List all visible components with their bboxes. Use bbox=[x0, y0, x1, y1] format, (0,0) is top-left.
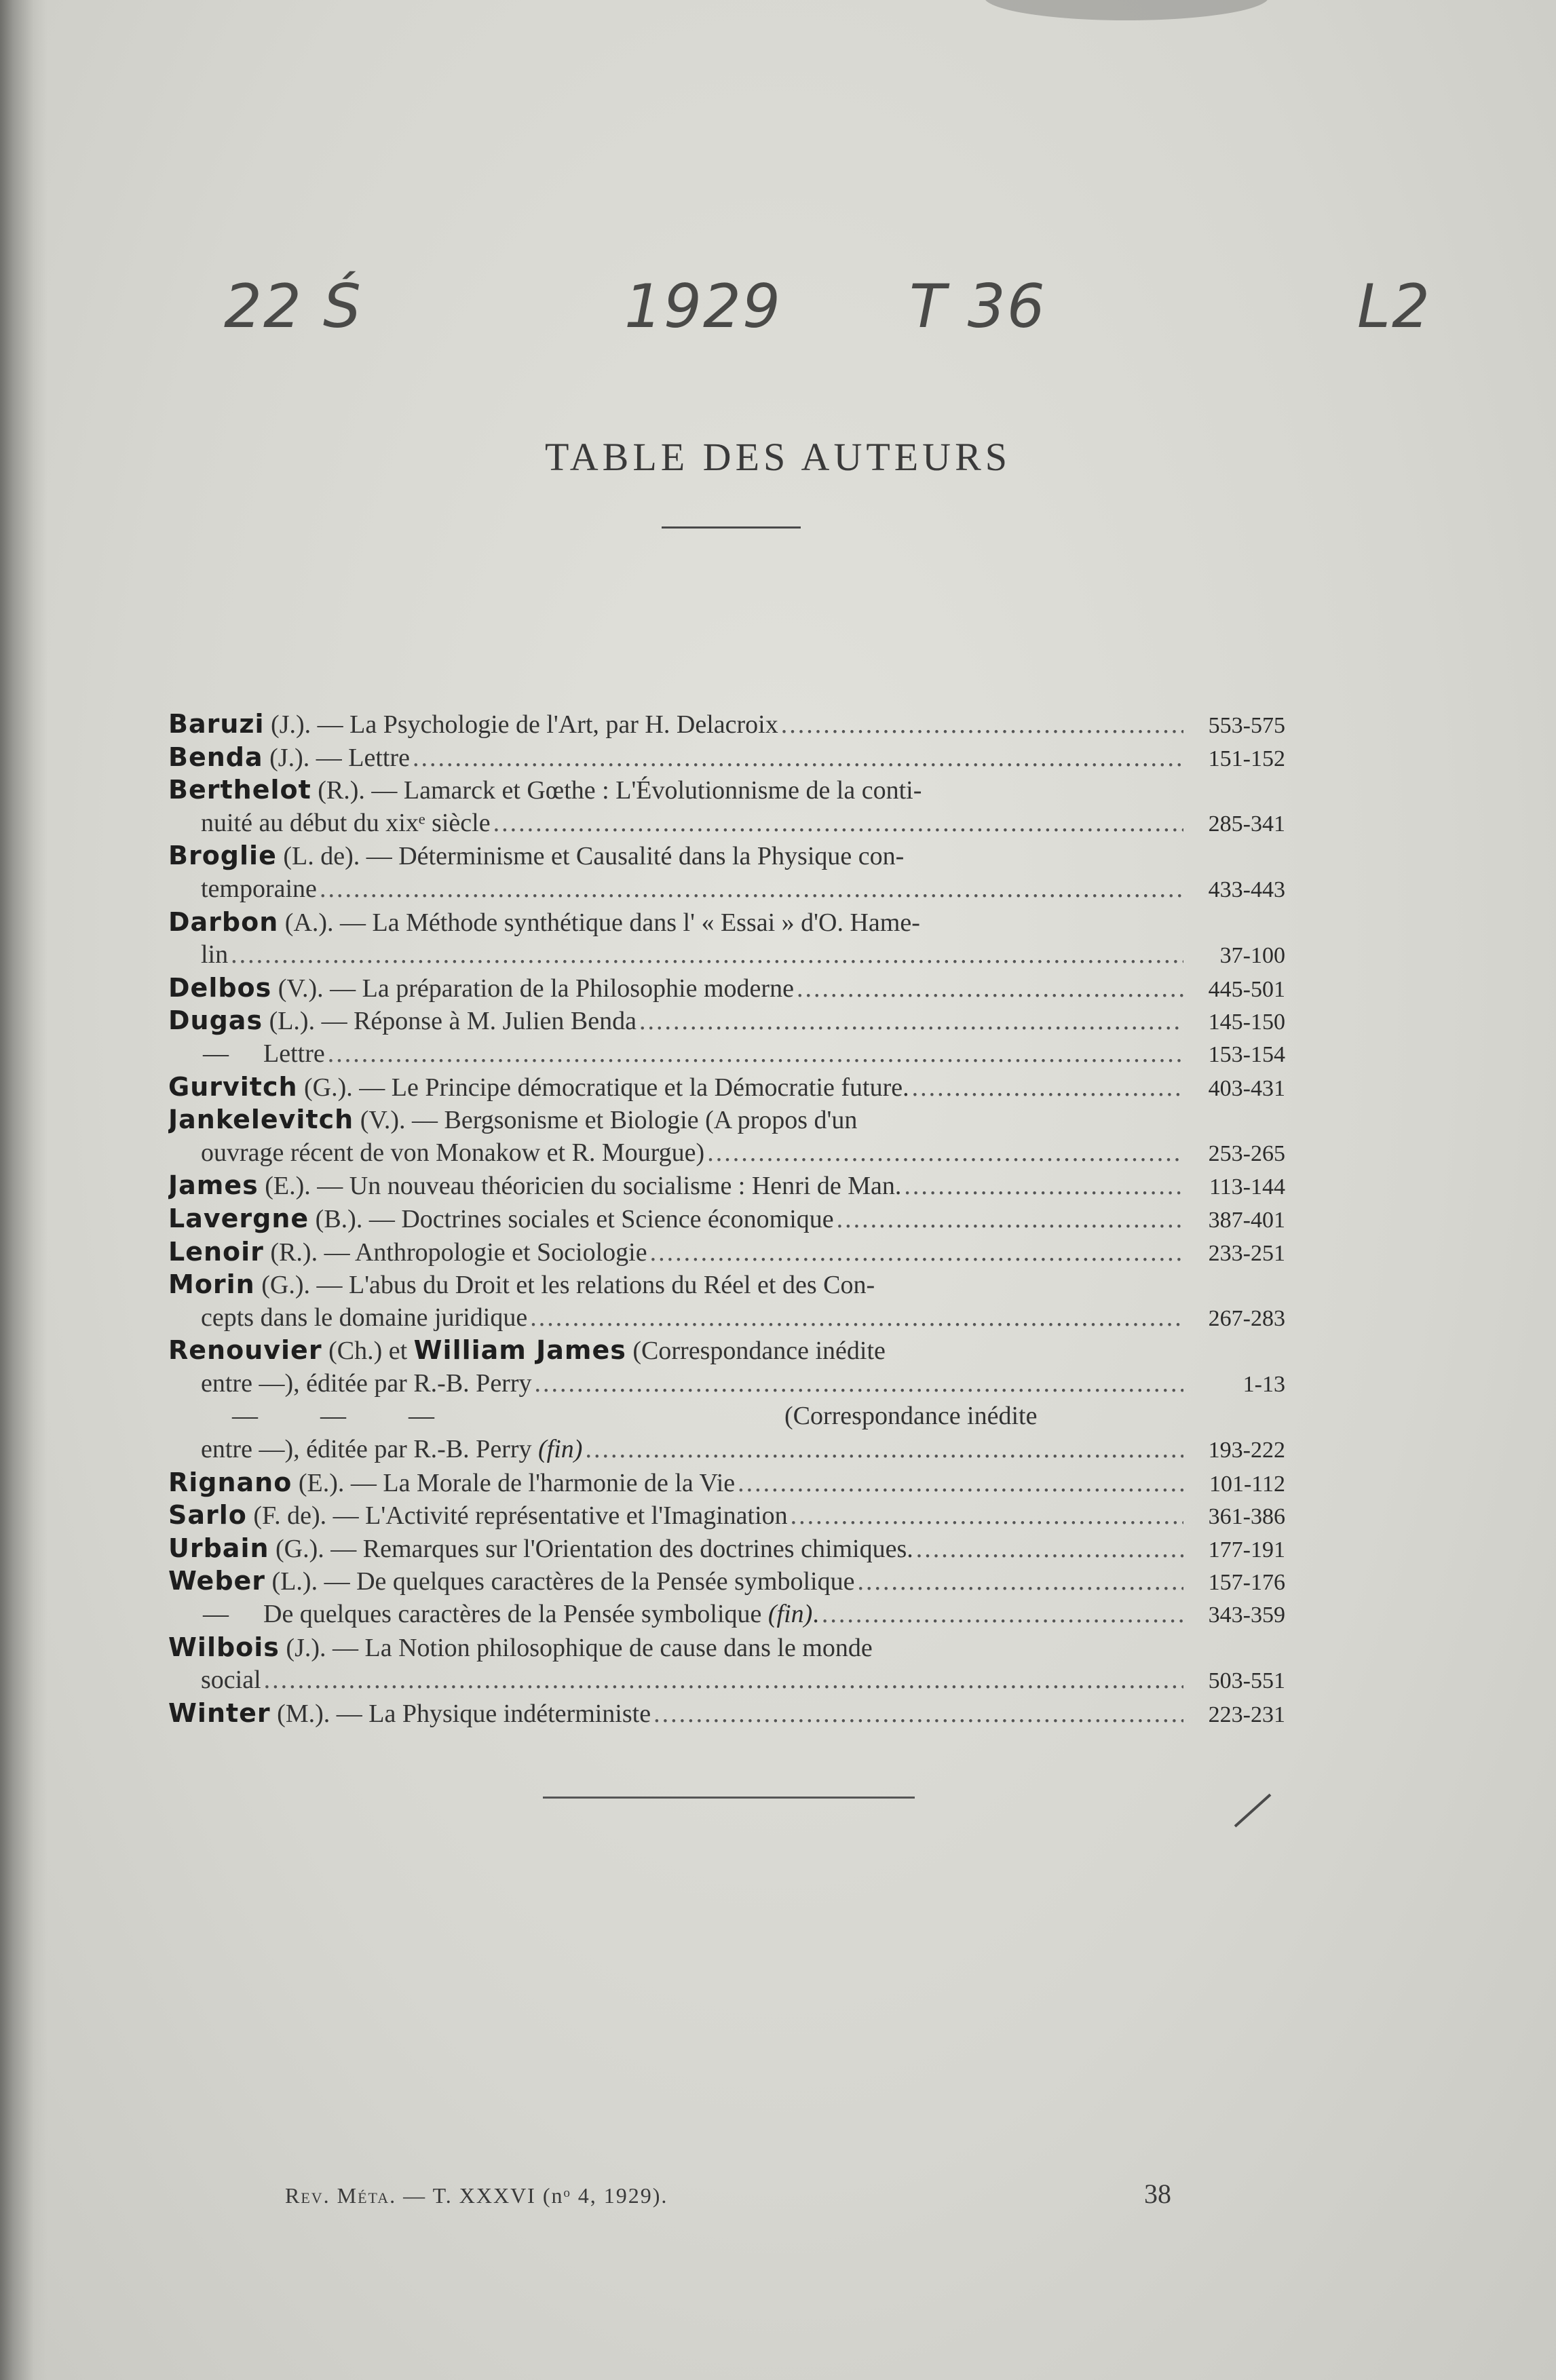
author-name: Gurvitch bbox=[168, 1071, 298, 1102]
toc-line bbox=[168, 1202, 1285, 1235]
toc-line-text bbox=[201, 1433, 585, 1466]
ditto-mark: — bbox=[203, 1600, 229, 1629]
page-range: 37-100 bbox=[1219, 943, 1285, 969]
entry-title: (L.). — Réponse à M. Julien Benda bbox=[263, 1007, 637, 1036]
toc-line bbox=[168, 872, 1285, 906]
toc-line-text bbox=[168, 972, 797, 1005]
author-name: Renouvier bbox=[168, 1335, 322, 1366]
page-range: 151-152 bbox=[1208, 746, 1285, 771]
author-name: Wilbois bbox=[168, 1632, 280, 1662]
entry-title-continued: (Correspondance inédite bbox=[626, 1337, 886, 1366]
page-range: 153-154 bbox=[1208, 1041, 1285, 1067]
entry-continuation: entre —), éditée par R.-B. Perry bbox=[201, 1435, 538, 1464]
toc-line-text bbox=[168, 741, 413, 774]
page-range: 101-112 bbox=[1209, 1471, 1285, 1497]
dot-leader bbox=[535, 1367, 1184, 1400]
handwritten-volume: T 36 bbox=[909, 271, 1046, 341]
entry-continuation: entre —), éditée par R.-B. Perry bbox=[201, 1368, 532, 1398]
toc-line bbox=[168, 1532, 1285, 1565]
entry-continuation: ouvrage récent de von Monakow et R. Mourgue) bbox=[201, 1138, 705, 1167]
dot-leader bbox=[707, 1136, 1183, 1170]
toc-line bbox=[168, 773, 1285, 807]
toc-line bbox=[168, 839, 1285, 872]
scan-smudge bbox=[984, 0, 1269, 20]
entry-continuation: lin bbox=[201, 940, 229, 970]
dot-leader bbox=[916, 1533, 1183, 1565]
toc-line bbox=[168, 1037, 1285, 1071]
entry-period: . bbox=[812, 1600, 819, 1629]
dot-leader bbox=[904, 1170, 1183, 1202]
entry-title: (F. de). — L'Activité représentative et l'Imagination bbox=[246, 1501, 788, 1531]
toc-line-text bbox=[168, 1532, 916, 1565]
page-range: 285-341 bbox=[1208, 811, 1285, 837]
page-range: 157-176 bbox=[1208, 1570, 1285, 1596]
toc-line bbox=[168, 807, 1285, 840]
toc-line bbox=[168, 1433, 1285, 1466]
toc-line-text bbox=[201, 807, 493, 840]
page-range: 403-431 bbox=[1208, 1075, 1285, 1101]
author-name: Benda bbox=[168, 742, 263, 772]
toc-line bbox=[168, 1301, 1285, 1335]
toc-line bbox=[168, 938, 1285, 972]
footer-volume: T. XXXVI (nᵒ 4, 1929). bbox=[432, 2183, 668, 2208]
author-name: Sarlo bbox=[168, 1500, 247, 1531]
entry-title: Lettre bbox=[263, 1039, 325, 1068]
entry-continuation: temporaine bbox=[201, 874, 317, 903]
toc-line bbox=[168, 906, 1285, 939]
toc-line bbox=[168, 1664, 1285, 1697]
toc-line bbox=[168, 741, 1285, 774]
dot-leader bbox=[264, 1664, 1183, 1697]
page-range: 223-231 bbox=[1208, 1702, 1285, 1727]
page-range: 343-359 bbox=[1208, 1602, 1285, 1628]
author-name: Jankelevitch bbox=[168, 1105, 354, 1135]
ditto-mark: — bbox=[232, 1402, 258, 1431]
page-title: TABLE DES AUTEURS bbox=[544, 435, 1012, 479]
entry-continuation: cepts dans le domaine juridique bbox=[201, 1303, 528, 1332]
entry-continuation: nuité au début du xixᵉ siècle bbox=[201, 808, 491, 837]
entry-title: (E.). — Un nouveau théoricien du socialisme : Henri de Man. bbox=[258, 1172, 902, 1201]
author-name: Broglie bbox=[168, 841, 277, 871]
toc-line-text bbox=[168, 1103, 860, 1136]
toc-line-text bbox=[168, 1037, 328, 1071]
dot-leader bbox=[585, 1433, 1183, 1466]
handwritten-year: 1929 bbox=[624, 271, 782, 341]
author-name: Lenoir bbox=[168, 1236, 264, 1267]
page-range: 361-386 bbox=[1208, 1504, 1285, 1530]
page-range: 145-150 bbox=[1208, 1010, 1285, 1035]
page-range: 433-443 bbox=[1208, 877, 1285, 902]
author-name: Berthelot bbox=[168, 775, 311, 805]
toc-line-text bbox=[168, 708, 781, 741]
toc-line-text bbox=[201, 938, 231, 972]
page-range: 445-501 bbox=[1208, 976, 1285, 1002]
title-divider bbox=[662, 526, 801, 529]
dot-leader bbox=[493, 807, 1183, 840]
author-name-secondary: William James bbox=[413, 1335, 626, 1366]
page-range: 1-13 bbox=[1242, 1371, 1285, 1397]
author-name: Lavergne bbox=[168, 1203, 309, 1233]
toc-line bbox=[168, 1071, 1285, 1104]
dot-leader bbox=[781, 708, 1183, 741]
page-range: 193-222 bbox=[1208, 1438, 1285, 1463]
entry-title: (J.). — Lettre bbox=[263, 743, 410, 772]
page-range: 267-283 bbox=[1208, 1305, 1285, 1331]
toc-line-text bbox=[168, 1169, 904, 1202]
toc-line bbox=[168, 1466, 1285, 1499]
page-range: 253-265 bbox=[1208, 1140, 1285, 1166]
toc-line-text bbox=[168, 1631, 875, 1664]
toc-line-text bbox=[168, 1071, 912, 1104]
toc-line-text bbox=[201, 1664, 264, 1697]
entry-title: De quelques caractères de la Pensée symbolique bbox=[263, 1600, 768, 1629]
toc-line-text bbox=[201, 1136, 707, 1170]
footer-journal: Rev. Méta. bbox=[285, 2183, 397, 2208]
toc-line bbox=[168, 1697, 1285, 1730]
toc-line-text bbox=[168, 773, 924, 807]
bottom-divider bbox=[543, 1797, 915, 1799]
toc-line bbox=[168, 1400, 1285, 1433]
toc-line bbox=[168, 1103, 1285, 1136]
toc-line-text bbox=[168, 1565, 857, 1598]
entry-continuation: social bbox=[201, 1666, 261, 1695]
entry-title: (L. de). — Déterminisme et Causalité dans la Physique con- bbox=[276, 842, 905, 871]
entry-title: (J.). — La Notion philosophique de cause dans le monde bbox=[279, 1633, 873, 1662]
dot-leader bbox=[650, 1236, 1183, 1269]
page-range: 503-551 bbox=[1208, 1668, 1285, 1694]
pencil-slash-mark bbox=[1234, 1794, 1272, 1828]
dot-leader bbox=[328, 1037, 1183, 1071]
ditto-mark: — bbox=[203, 1039, 229, 1068]
ditto-mark: — bbox=[320, 1402, 346, 1431]
entry-title: (G.). — L'abus du Droit et les relations du Réel et des Con- bbox=[254, 1271, 875, 1300]
dot-leader bbox=[231, 938, 1183, 972]
toc-line-text bbox=[168, 839, 907, 872]
dot-leader bbox=[912, 1071, 1183, 1104]
toc-line-text bbox=[168, 906, 923, 939]
handwritten-right-mark: L2 bbox=[1357, 271, 1432, 341]
entry-title: (A.). — La Méthode synthétique dans l' « Essai » d'O. Hame- bbox=[278, 908, 920, 937]
author-name: Rignano bbox=[168, 1467, 292, 1497]
toc-line bbox=[168, 708, 1285, 741]
dot-leader bbox=[837, 1203, 1183, 1235]
toc-line-text bbox=[168, 1466, 738, 1499]
toc-line-text bbox=[168, 1334, 888, 1367]
author-name: James bbox=[168, 1170, 259, 1201]
dot-leader bbox=[797, 972, 1183, 1005]
dot-leader bbox=[791, 1499, 1183, 1532]
page-number: 38 bbox=[1144, 2179, 1171, 2209]
dot-leader bbox=[320, 872, 1183, 906]
dot-leader bbox=[822, 1598, 1183, 1631]
dot-leader bbox=[530, 1301, 1183, 1335]
toc-line-text bbox=[201, 1367, 535, 1400]
toc-line-text bbox=[168, 1598, 822, 1631]
page-range: 553-575 bbox=[1208, 713, 1285, 738]
toc-line bbox=[168, 1235, 1285, 1269]
running-footer bbox=[285, 2183, 668, 2208]
toc-line bbox=[168, 1169, 1285, 1202]
author-name: Dugas bbox=[168, 1005, 263, 1036]
toc-line-text bbox=[168, 1697, 653, 1730]
entry-title: (G.). — Remarques sur l'Orientation des doctrines chimiques. bbox=[269, 1534, 913, 1563]
toc-line bbox=[168, 1334, 1285, 1367]
fin-marker: (fin) bbox=[538, 1435, 583, 1464]
dot-leader bbox=[738, 1467, 1183, 1499]
toc-line bbox=[168, 1499, 1285, 1532]
entry-title: (R.). — Lamarck et Gœthe : L'Évolutionnisme de la conti- bbox=[311, 776, 922, 805]
toc-line-text bbox=[168, 1268, 877, 1301]
toc-line bbox=[168, 972, 1285, 1005]
author-name: Morin bbox=[168, 1269, 255, 1300]
fin-marker: (fin) bbox=[767, 1600, 813, 1629]
author-name: Baruzi bbox=[168, 709, 265, 739]
toc-line-text bbox=[168, 1499, 791, 1532]
toc-line-text bbox=[201, 1301, 530, 1335]
toc-line bbox=[168, 1136, 1285, 1170]
author-name: Weber bbox=[168, 1566, 266, 1596]
author-index bbox=[168, 708, 1285, 1729]
entry-title: (R.). — Anthropologie et Sociologie bbox=[263, 1237, 647, 1267]
entry-title: (B.). — Doctrines sociales et Science économique bbox=[309, 1204, 834, 1233]
toc-line bbox=[168, 1631, 1285, 1664]
entry-title: (M.). — La Physique indéterministe bbox=[270, 1699, 651, 1728]
toc-line-text bbox=[201, 872, 320, 906]
dot-leader bbox=[639, 1005, 1183, 1037]
page-range: 113-144 bbox=[1209, 1174, 1285, 1200]
dot-leader bbox=[413, 742, 1183, 774]
toc-line bbox=[168, 1004, 1285, 1037]
entry-title: (J.). — La Psychologie de l'Art, par H. Delacroix bbox=[264, 710, 778, 739]
entry-title: (L.). — De quelques caractères de la Pensée symbolique bbox=[265, 1567, 855, 1596]
entry-title: (E.). — La Morale de l'harmonie de la Vie bbox=[292, 1468, 736, 1497]
entry-title: (V.). — Bergsonisme et Biologie (A propos d'un bbox=[354, 1106, 858, 1135]
entry-title: (G.). — Le Principe démocratique et la Démocratie future. bbox=[297, 1073, 909, 1102]
toc-line bbox=[168, 1268, 1285, 1301]
toc-line bbox=[168, 1598, 1285, 1631]
toc-line-text bbox=[168, 1202, 837, 1235]
toc-line-text bbox=[168, 1235, 650, 1269]
entry-title: (V.). — La préparation de la Philosophie moderne bbox=[271, 974, 794, 1003]
toc-line-text bbox=[201, 1400, 1040, 1433]
author-name: Darbon bbox=[168, 906, 279, 937]
handwritten-left-mark: 22 Ś bbox=[224, 271, 362, 341]
author-name: Winter bbox=[168, 1697, 271, 1728]
dot-leader bbox=[653, 1697, 1183, 1730]
page-range: 177-191 bbox=[1208, 1537, 1285, 1562]
toc-line bbox=[168, 1565, 1285, 1598]
author-name: Urbain bbox=[168, 1533, 269, 1563]
page-range: 233-251 bbox=[1208, 1240, 1285, 1266]
entry-title: (Correspondance inédite bbox=[784, 1402, 1038, 1431]
dot-leader bbox=[857, 1565, 1183, 1598]
ditto-mark: — bbox=[409, 1402, 434, 1431]
page-binding-edge bbox=[0, 0, 48, 2380]
footer-separator: — bbox=[396, 2183, 433, 2208]
toc-line bbox=[168, 1367, 1285, 1400]
toc-line-text bbox=[168, 1004, 639, 1037]
entry-title: (Ch.) et bbox=[322, 1337, 414, 1366]
page-range: 387-401 bbox=[1208, 1207, 1285, 1233]
author-name: Delbos bbox=[168, 972, 272, 1003]
